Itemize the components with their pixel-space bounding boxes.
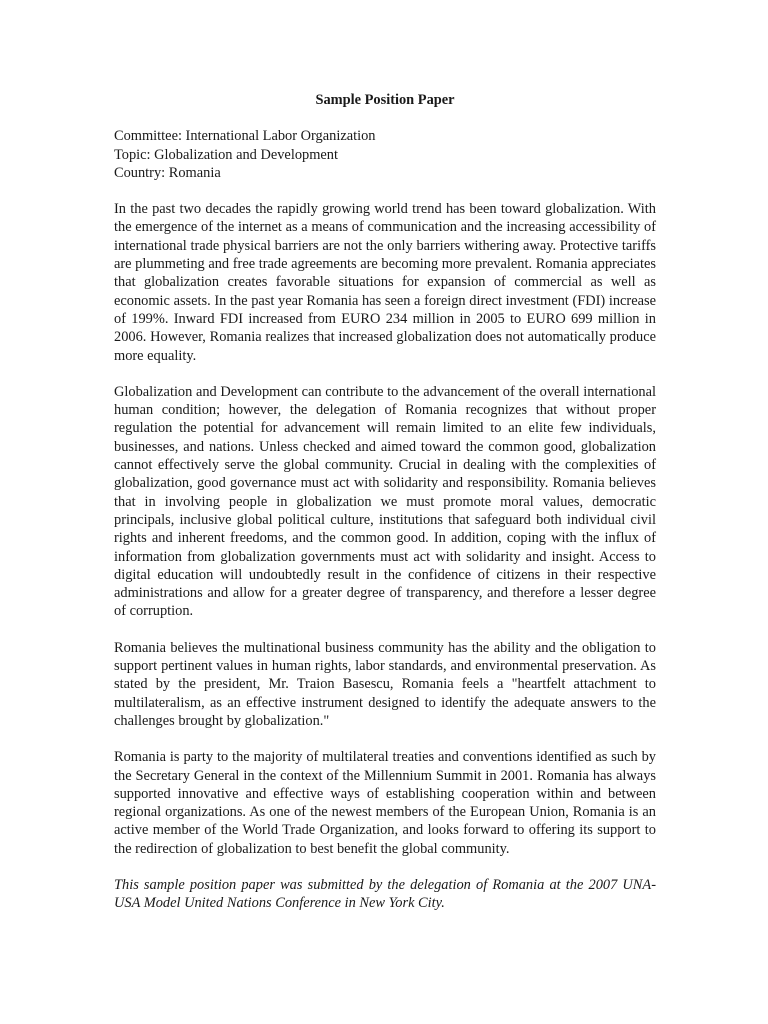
document-metadata [114, 127, 656, 182]
submission-footnote: This sample position paper was submitted by the delegation of Romania at the 2007 UNA-USA Model United Nations Conference in New York City. [114, 876, 656, 912]
topic-line: Topic: Globalization and Development [114, 146, 338, 163]
committee-line: Committee: International Labor Organization [114, 128, 376, 145]
paragraph-2: Globalization and Development can contribute to the advancement of the overall international human condition; however, the delegation of Romania recognizes that without proper regulation the potential for advancement will remain limited to an elite few individuals, businesses, and nations. Unless checked and aimed toward the common good, globalization cannot effectively serve the global community. Crucial in dealing with the complexities of globalization, good governance must act with solidarity and responsibility. Romania believes that in involving people in globalization we must promote moral values, democratic principals, inclusive global political culture, institutions that safeguard both individual civil rights and inherent freedoms, and the common good. In addition, coping with the influx of information from globalization governments must act with solidarity and insight. Access to digital education will undoubtedly result in the confidence of citizens in their respective administrations and allow for a greater degree of transparency, and therefore a lesser degree of corruption. [114, 383, 656, 620]
country-line: Country: Romania [114, 164, 221, 181]
paragraph-3: Romania believes the multinational business community has the ability and the obligation to support pertinent values in human rights, labor standards, and environmental preservation. As stated by the president, Mr. Traion Basescu, Romania feels a "heartfelt attachment to multilateralism, as an effective instrument designed to identify the adequate answers to the challenges brought by globalization." [114, 639, 656, 729]
document-title: Sample Position Paper [315, 92, 455, 108]
paragraph-4: Romania is party to the majority of multilateral treaties and conventions identified as such by the Secretary General in the context of the Millennium Summit in 2001. Romania has always supported innovative and effective ways of establishing cooperation within and between regional organizations. As one of the newest members of the European Union, Romania is an active member of the World Trade Organization, and looks forward to offering its support to the redirection of globalization to best benefit the global community. [114, 749, 656, 857]
document-body [114, 91, 656, 913]
paragraph-1: In the past two decades the rapidly growing world trend has been toward globalization. With the emergence of the internet as a means of communication and the increasing accessibility of international trade physical barriers are not the only barriers withering away. Protective tariffs are plummeting and free trade agreements are becoming more prevalent. Romania appreciates that globalization creates favorable situations for expansion of commercial as well as economic assets. In the past year Romania has seen a foreign direct investment (FDI) increase of 199%. Inward FDI increased from EURO 234 million in 2005 to EURO 699 million in 2006. However, Romania realizes that increased globalization does not automatically produce more equality. [114, 201, 656, 364]
